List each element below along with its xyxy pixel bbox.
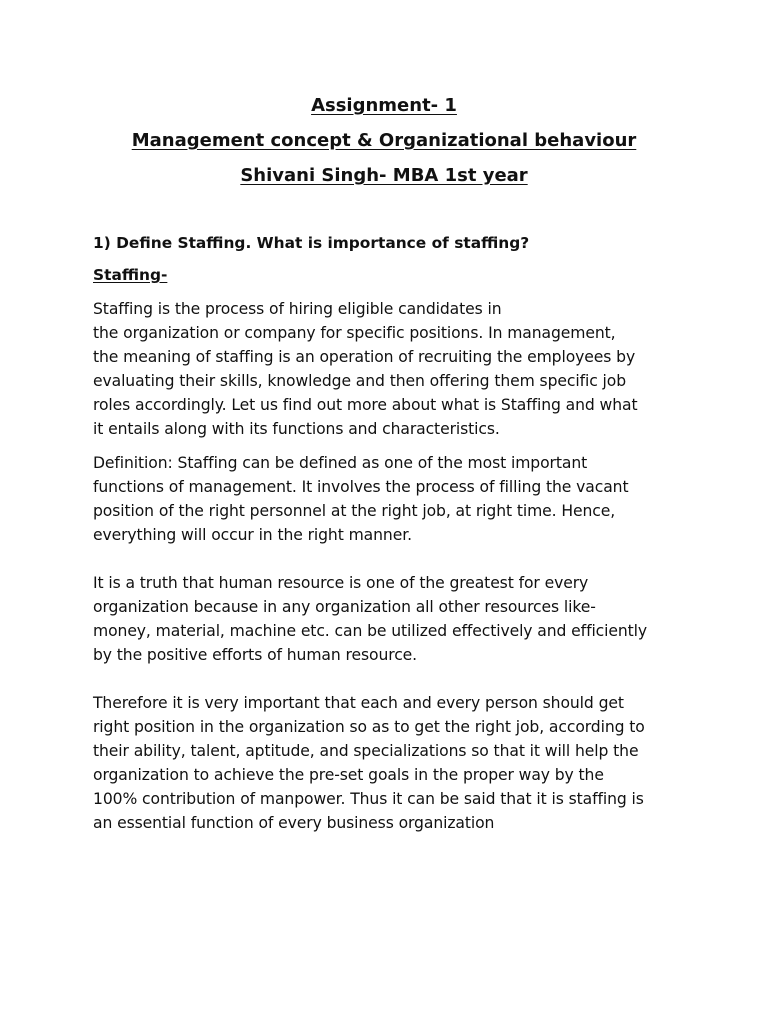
paragraph-spacer bbox=[93, 547, 693, 571]
paragraph-spacer bbox=[93, 667, 693, 691]
student-name: Shivani Singh- MBA 1st year bbox=[240, 165, 528, 186]
paragraph-staffing-definition: Staffing is the process of hiring eligible candidates in the organization or company for specific positions. In management, the meaning of staffing is an operation of recruiting the employees by evaluating their skills, knowledge and then offering them specific job roles accordingly. Let us find out more about what is Staffing and what it entails along with its functions and characteristics. bbox=[93, 300, 638, 438]
paragraph-spacer bbox=[93, 441, 693, 451]
question-heading bbox=[93, 231, 693, 255]
paragraph-human-resource: It is a truth that human resource is one of the greatest for every organization because in any organization all other resources like- money, material, machine etc. can be utilized effectively and efficiently by the positive efforts of human resource. bbox=[93, 574, 648, 664]
course-title: Management concept & Organizational behaviour bbox=[131, 130, 637, 151]
question-text: Define Staffing. What is importance of staffing? bbox=[116, 234, 530, 252]
question-number: 1) bbox=[93, 234, 111, 252]
assignment-title: Assignment- 1 bbox=[311, 95, 457, 116]
paragraph-importance: Therefore it is very important that each and every person should get right position in the organization so as to get the right job, according to their ability, talent, aptitude, and specializations so that it will help the organization to achieve the pre-set goals in the proper way by the 100% contribution of manpower. Thus it can be said that it is staffing is an essential function of every business organization bbox=[93, 694, 645, 832]
paragraph-formal-definition: Definition: Staffing can be defined as one of the most important functions of management. It involves the process of filling the vacant position of the right personnel at the right job, at right time. Hence, everything will occur in the right manner. bbox=[93, 454, 629, 544]
title-block bbox=[0, 88, 768, 193]
section-heading: Staffing- bbox=[93, 266, 168, 284]
document-body bbox=[93, 231, 693, 835]
